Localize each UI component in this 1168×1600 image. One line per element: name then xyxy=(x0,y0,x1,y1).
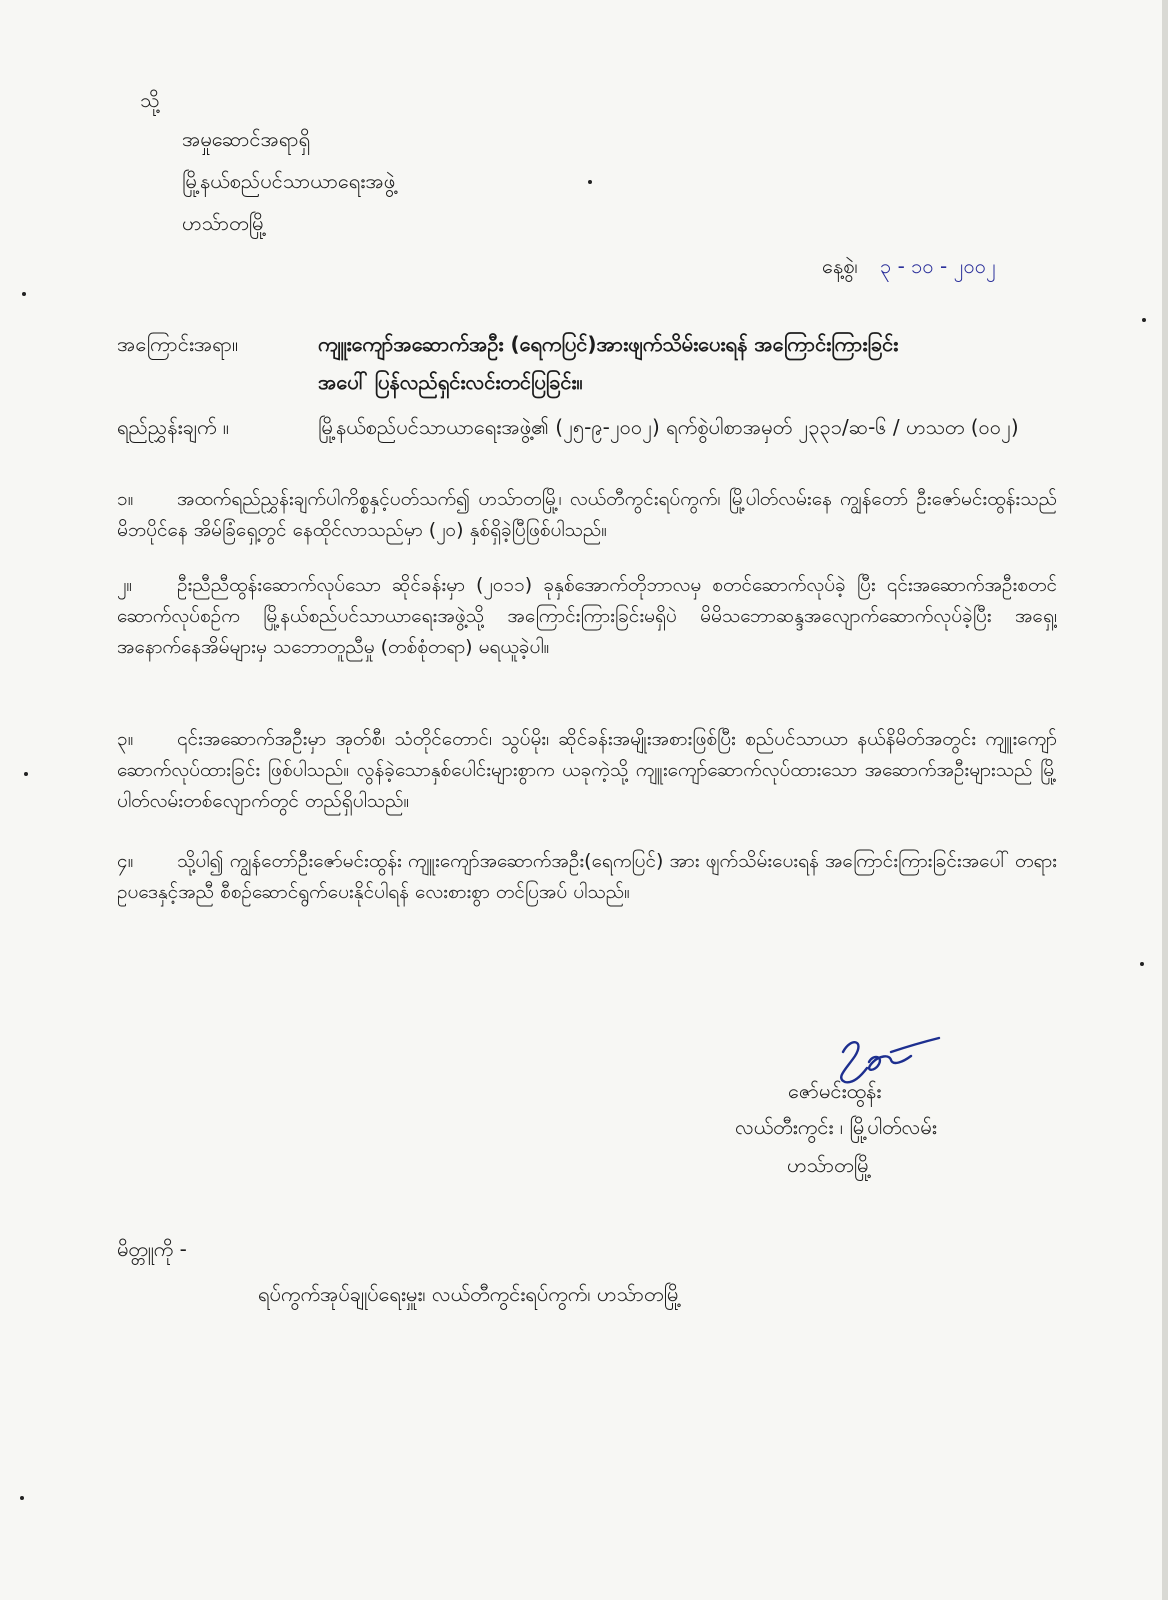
paragraph-2 xyxy=(117,570,1057,663)
scan-speck xyxy=(22,292,26,296)
paragraph-4-number: ၄။ xyxy=(117,850,134,872)
paragraph-4 xyxy=(117,846,1057,908)
paragraph-2-text: ဦးညီညီထွန်းဆောက်လုပ်သော ဆိုင်ခန်းမှာ (၂၀၁၁) ခုနှစ်အောက်တိုဘာလမှ စတင်ဆောက်လုပ်ခဲ့ ပြီး ၎င်းအဆောက်အဦးစတင်ဆောက်လုပ်စဉ်က မြို့နယ်စည်ပင်သာယာရေးအဖွဲ့သို့ အကြောင်းကြားခြင်းမရှိပဲ မိမိသဘောဆန္ဒအလျောက်ဆောက်လုပ်ခဲ့ပြီး အရှေ့၊ အနောက်နေအိမ်များမှ သဘောတူညီမှု (တစ်စုံတရာ) မရယူခဲ့ပါ။ xyxy=(117,574,1057,658)
paragraph-3 xyxy=(117,724,1057,817)
paragraph-1-text: အထက်ရည်ညွှန်းချက်ပါကိစ္စနှင့်ပတ်သက်၍ ဟသ်ာတမြို့၊ လယ်တီကွင်းရပ်ကွက်၊ မြို့ပါတ်လမ်းနေ ကျွန်တော် ဦးဇော်မင်းထွန်းသည် မိဘပိုင်နေ အိမ်ခြံရှေ့တွင် နေထိုင်လာသည်မှာ (၂၀) နှစ်ရှိခဲ့ပြီဖြစ်ပါသည်။ xyxy=(117,488,1057,541)
scan-speck xyxy=(1142,318,1146,322)
recipient-town: ဟသ်ာတမြို့ xyxy=(182,211,267,235)
date-value: ၃ - ၁၀ - ၂၀၀၂ xyxy=(880,254,996,278)
reference-label: ရည်ညွှန်းချက် ။ xyxy=(117,415,229,439)
cc-text: ရပ်ကွက်အုပ်ချုပ်ရေးမှူး၊ လယ်တီကွင်းရပ်ကွက်၊ ဟသ်ာတမြို့ xyxy=(258,1282,682,1306)
recipient-title: အမှုဆောင်အရာရှိ xyxy=(182,127,311,151)
scan-edge xyxy=(1162,0,1168,1600)
scan-speck xyxy=(20,1496,24,1500)
scan-speck xyxy=(1140,962,1144,966)
to-label: သို့ xyxy=(140,88,160,112)
paragraph-4-text: သို့ပါ၍ ကျွန်တော်ဦးဇော်မင်းထွန်း ကျူးကျော်အဆောက်အဦး(ရေကပြင်) အား ဖျက်သိမ်းပေးရန် အကြောင်းကြားခြင်းအပေါ် တရားဥပဒေနှင့်အညီ စီစဉ်ဆောင်ရွက်ပေးနိုင်ပါရန် လေးစားစွာ တင်ပြအပ် ပါသည်။ xyxy=(117,850,1057,903)
signer-name: ဇော်မင်းထွန်း xyxy=(788,1079,882,1103)
recipient-office: မြို့နယ်စည်ပင်သာယာရေးအဖွဲ့ xyxy=(182,169,396,193)
scan-speck xyxy=(24,772,28,776)
paragraph-2-number: ၂။ xyxy=(117,574,133,596)
date-label: နေ့စွဲ၊ xyxy=(822,254,858,278)
paragraph-3-text: ၎င်းအဆောက်အဦးမှာ အုတ်စီ၊ သံတိုင်တောင်၊ သွပ်မိုး၊ ဆိုင်ခန်းအမျိုးအစားဖြစ်ပြီး စည်ပင်သာယာ နယ်နိမိတ်အတွင်း ကျူးကျော်ဆောက်လုပ်ထားခြင်း ဖြစ်ပါသည်။ လွန်ခဲ့သောနှစ်ပေါင်းများစွာက ယခုကဲ့သို့ ကျူးကျော်ဆောက်လုပ်ထားသော အဆောက်အဦးများသည် မြို့ပါတ်လမ်းတစ်လျောက်တွင် တည်ရှိပါသည်။ xyxy=(117,728,1057,812)
paragraph-1 xyxy=(117,484,1057,546)
subject-label: အကြောင်းအရာ။ xyxy=(117,332,239,356)
signer-address: လယ်တီးကွင်း ၊ မြို့ပါတ်လမ်း xyxy=(735,1115,937,1139)
signer-town: ဟသ်ာတမြို့ xyxy=(787,1153,872,1177)
scan-speck xyxy=(588,180,592,184)
subject-line-1: ကျူးကျော်အဆောက်အဦး (ရေကပြင်)အားဖျက်သိမ်းပေးရန် အကြောင်းကြားခြင်း xyxy=(318,332,899,356)
subject-line-2: အပေါ် ပြန်လည်ရှင်းလင်းတင်ပြခြင်း။ xyxy=(318,370,583,394)
cc-label: မိတ္တူကို - xyxy=(117,1237,187,1261)
reference-text: မြို့နယ်စည်ပင်သာယာရေးအဖွဲ့၏ (၂၅-၉-၂၀၀၂) ရက်စွဲပါစာအမှတ် ၂၃၃၁/ဆ-၆ / ဟသတ (၀၀၂) xyxy=(318,415,1019,439)
paragraph-1-number: ၁။ xyxy=(117,488,134,510)
paragraph-3-number: ၃။ xyxy=(117,728,134,750)
